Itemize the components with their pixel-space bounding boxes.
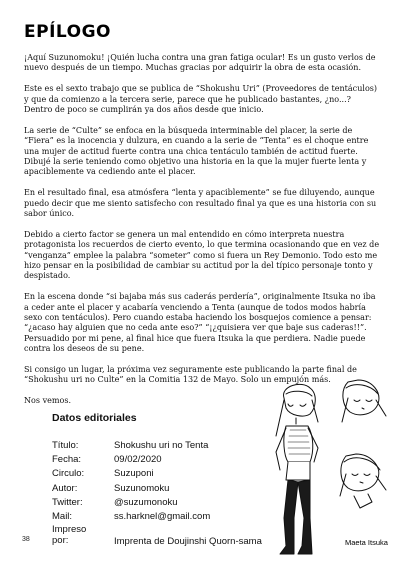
info-label: Impreso por: [52,524,87,547]
editorial-data [52,412,292,549]
info-value: Shokushu uri no Tenta [114,440,209,451]
info-label: Autor: [52,482,78,494]
info-label: Twitter: [52,496,83,508]
info-row-twitter [52,496,292,510]
epilogue-text [24,53,380,417]
info-row-author [52,482,292,496]
info-value: ss.harknel@gmail.com [114,511,211,523]
info-label: Circulo: [52,468,85,480]
info-value: 09/02/2020 [114,454,162,466]
info-row-title [52,439,292,453]
page-title: EPÍLOGO [24,22,111,42]
info-value: Imprenta de Doujinshi Quorn-sama [114,536,262,548]
info-label: Fecha: [52,454,82,466]
info-row-printer [52,524,292,549]
paragraph: La serie de “Culte” se enfoca en la búsqueda interminable del placer, la serie de “Fiera” es la inocencia y dulzura, en cuando a la serie de “Tenta” es el choque entre una mujer de actitud fuerte contra una chica tentáculo también de actitud fuerte. Dibujé la serie teniendo como objetivo una historia en la que la mujer fuerte lenta y apaciblemente va cediendo ante el placer. [24,125,369,177]
paragraph: En la escena donde “si bajaba más sus caderás perdería”, originalmente Itsuka no iba a ceder ante el placer y acabaría venciendo a Tenta (aunque de todos modos habría sexo con tentáculos). Pero cuando estaba haciendo los bosquejos comience a pensar: “¿acaso hay alguien que no ceda ante eso?” “¡¿quisiera ver que baje sus caderas!!”. Persuadido por mi pene, al final hice que fuera Itsuka la que perdiera. Nadie puede contra los deseos de su pene. [24,292,376,353]
artist-signature: Maeta Itsuka [345,538,388,547]
info-value: Suzunomoku [114,482,170,494]
info-value: @suzumonoku [114,496,178,508]
paragraph: ¡Aquí Suzunomoku! ¡Quién lucha contra una gran fatiga ocular! Es un gusto verlos de nuevo después de un tiempo. Muchas gracias por adquirir la obra de esta ocasión. [24,53,376,73]
info-label: Mail: [52,511,73,523]
info-row-circle [52,467,292,481]
paragraph: En el resultado final, esa atmósfera “lenta y apaciblemente” se fue diluyendo, aunque puedo decir que me siento satisfecho con resultado final ya que es una historia con su sabor único. [24,188,377,218]
page-number: 38 [22,536,30,543]
info-row-mail [52,510,292,524]
editorial-heading: Datos editoriales [52,412,137,424]
paragraph: Si consigo un lugar, la próxima vez seguramente este publicando la parte final de “Shokushu uri no Culte” en la Comitia 132 de Mayo. Solo un empujón más. [24,364,357,385]
info-value: Suzuponi [114,468,154,480]
paragraph: Este es el sexto trabajo que se publica de “Shokushu Uri” (Proveedores de tentáculos) y que da comienzo a la tercera serie, parece que he publicado bastantes, ¿no...? Dentro de poco se cumplirán ya dos años desde que inicio. [24,84,378,114]
character-illustration [262,378,400,565]
paragraph: Debido a cierto factor se genera un mal entendido en cómo interpreta nuestra protagonista los recuerdos de cierto evento, lo que termina ocasionando que en vez de “venganza” emplee la palabra “someter” como si fuera un Rey Demonio. Todo esto me hizo pensar en la posibilidad de cambiar su actitud por la del típico personaje tonto y despistado. [24,229,380,281]
paragraph: Nos vemos. [24,396,72,406]
info-row-date [52,453,292,467]
info-label: Título: [52,440,79,451]
